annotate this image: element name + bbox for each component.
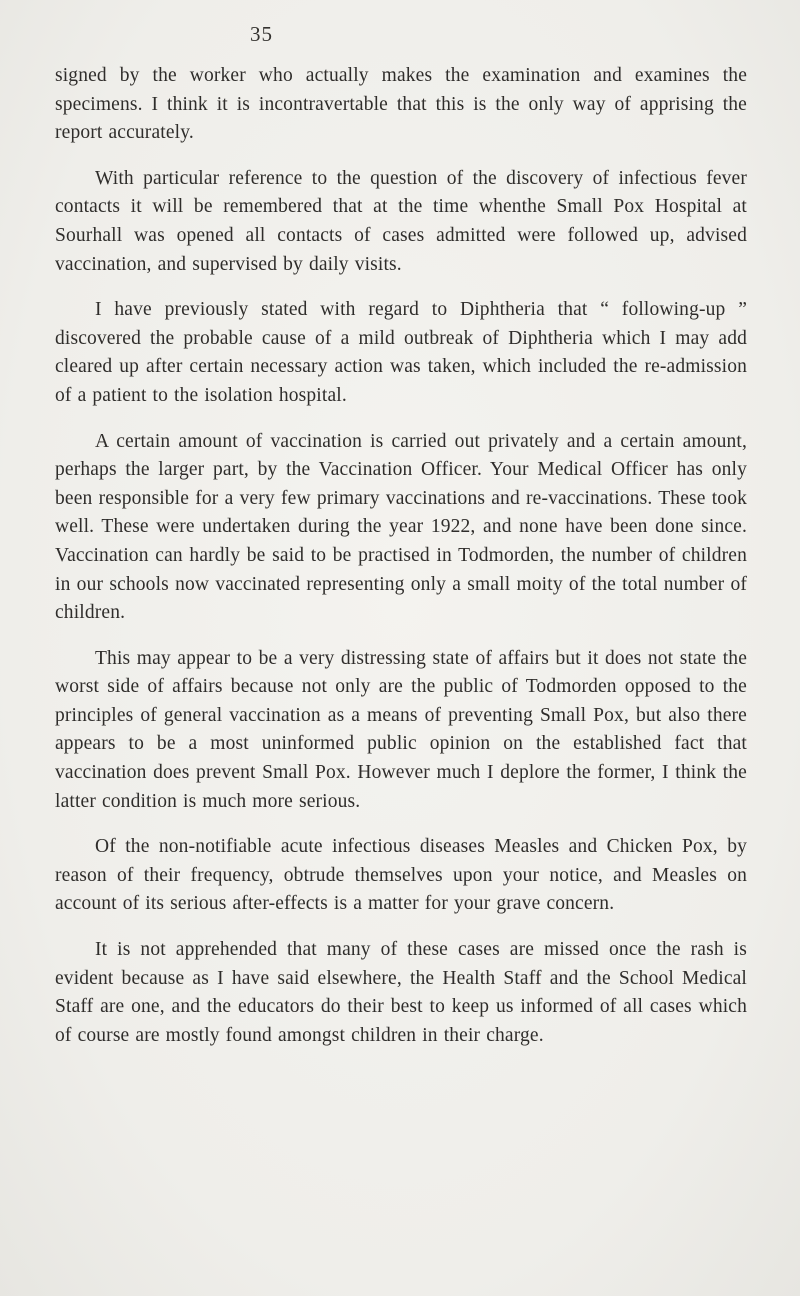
- paragraph: With particular reference to the question of the discovery of infectious fever contacts it will be remembered that at the time whenthe Small Pox Hospital at Sourhall was opened all contacts of cases admitted were followed up, advised vaccination, and supervised by daily visits.: [55, 167, 747, 275]
- paragraph: I have previously stated with regard to Diphtheria that “ following-up ” discovered the probable cause of a mild outbreak of Diphtheria which I may add cleared up after certain necessary action was taken, which included the re-admission of a patient to the isolation hospital.: [55, 299, 747, 406]
- paragraph: A certain amount of vaccination is carried out privately and a certain amount, perhaps the larger part, by the Vaccination Officer. Your Medical Officer has only been responsible for a very few primary vaccinations and re-vaccinations. These took well. These were undertaken during the year 1922, and none have been done since. Vaccination can hardly be said to be practised in Todmorden, the number of children in our schools now vaccinated representing only a small moity of the total number of children.: [55, 430, 747, 624]
- paragraph-continuation: signed by the worker who actually makes the examination and examines the specimens. I think it is incontravertable that this is the only way of apprising the report accurately.: [55, 65, 747, 144]
- paragraph: This may appear to be a very distressing state of affairs but it does not state the worst side of affairs because not only are the public of Todmorden opposed to the principles of general vaccination as a means of preventing Small Pox, but also there appears to be a most uninformed public opinion on the established fact that vaccination does prevent Small Pox. However much I deplore the former, I think the latter condition is much more serious.: [55, 647, 747, 812]
- page-number: 35: [250, 22, 273, 46]
- paragraph: It is not apprehended that many of these cases are missed once the rash is evident because as I have said elsewhere, the Health Staff and the School Medical Staff are one, and the educators do their best to keep us informed of all cases which of course are mostly found amongst children in their charge.: [55, 939, 747, 1046]
- page-text-block: [55, 62, 747, 1067]
- paragraph: Of the non-notifiable acute infectious diseases Measles and Chicken Pox, by reason of their frequency, obtrude themselves upon your notice, and Measles on account of its serious after-effects is a matter for your grave concern.: [55, 836, 747, 915]
